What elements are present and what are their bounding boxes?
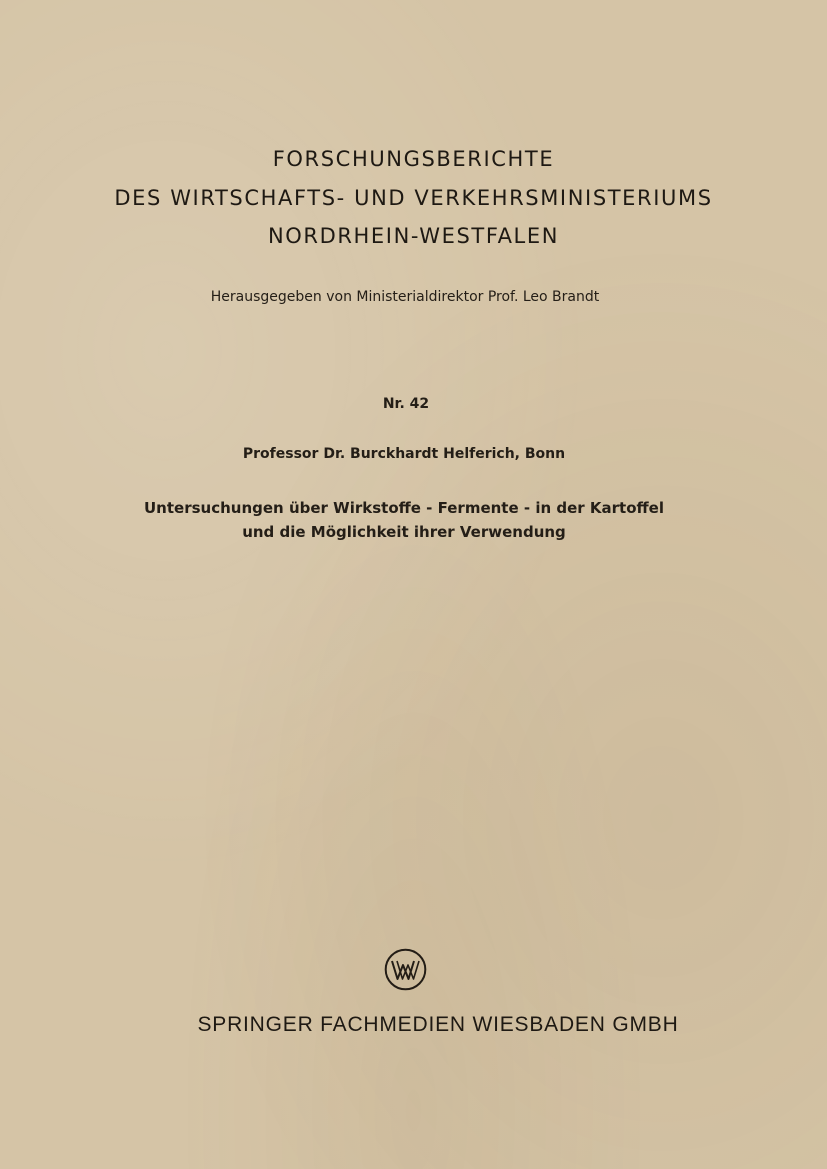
publisher-logo-icon [384, 948, 427, 991]
work-title-line-1: Untersuchungen über Wirkstoffe - Fermente - in der Kartoffel [144, 499, 664, 517]
work-title [0, 496, 808, 544]
volume-number: Nr. 42 [382, 396, 430, 412]
publisher-name: SPRINGER FACHMEDIEN WIESBADEN GMBH [197, 1013, 679, 1036]
series-title [0, 140, 827, 256]
series-title-line-2: DES WIRTSCHAFTS- UND VERKEHRSMINISTERIUMS [114, 185, 713, 210]
author-line: Professor Dr. Burckhardt Helferich, Bonn [242, 446, 566, 462]
series-title-line-1: FORSCHUNGSBERICHTE [272, 147, 555, 171]
series-title-line-3: NORDRHEIN-WESTFALEN [267, 224, 560, 248]
editor-line: Herausgegeben von Ministerialdirektor Prof. Leo Brandt [210, 289, 600, 305]
work-title-line-2: und die Möglichkeit ihrer Verwendung [242, 523, 566, 541]
